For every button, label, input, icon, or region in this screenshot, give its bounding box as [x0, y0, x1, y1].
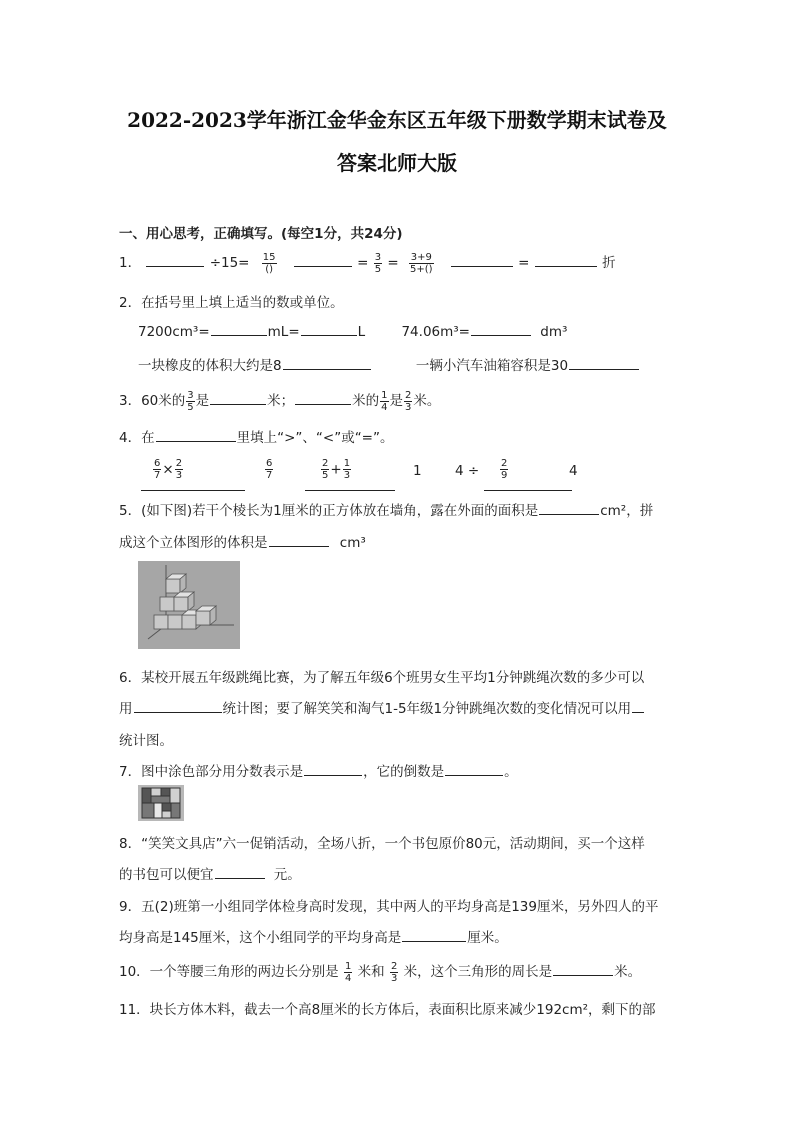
q3-p3: 米； [267, 393, 295, 409]
q7-p2: ，它的倒数是 [363, 764, 445, 780]
q5-blank-1[interactable] [539, 501, 599, 515]
q4-e2a: $\frac{2}{5}$ [322, 458, 329, 481]
q2-blank-1[interactable] [211, 322, 267, 336]
q1-blank-4[interactable] [535, 253, 597, 267]
q5-p3: 成这个立体图形的体积是 [119, 535, 268, 551]
q9-p3: 厘米。 [467, 930, 508, 946]
q2-row-a [138, 322, 567, 340]
q5-blank-2[interactable] [269, 533, 329, 547]
q8-blank-1[interactable] [215, 865, 265, 879]
page-title-line1: 2022-2023学年浙江金华金东区五年级下册数学期末试卷及 [127, 108, 667, 132]
q10-fraction-2: $\frac{2}{3}$ [390, 960, 398, 984]
q1-zhe-text: 折 [602, 255, 616, 271]
question-8-line-1: 8．“笑笑文具店”六一促销活动，全场八折，一个书包原价80元，活动期间，买一个这样 [119, 836, 645, 852]
q3-fraction-3: $\frac{2}{3}$ [405, 389, 412, 413]
q3-blank-1[interactable] [210, 391, 266, 405]
q1-equals-1: = [357, 255, 369, 271]
q5-p1: 5．(如下图)若干个棱长为1厘米的正方体放在墙角，露在外面的面积是 [119, 503, 539, 519]
q5-p4: cm³ [339, 535, 366, 551]
q4-e1b: $\frac{2}{3}$ [175, 458, 183, 481]
q1-number: 1． [119, 255, 142, 271]
q4-e2b: $\frac{1}{3}$ [343, 458, 351, 481]
q4-blank-3[interactable] [484, 490, 572, 491]
q5-p2: cm²，拼 [600, 503, 654, 519]
q2-a2: mL= [267, 324, 300, 340]
q2-d1: 一辆小汽车油箱容积是30 [415, 358, 569, 374]
q2-a1: 7200cm³= [138, 324, 210, 340]
q1-equals-2: = [387, 255, 399, 271]
q1-equals-3: = [518, 255, 530, 271]
q1-fraction-1: $\frac{15}{()}$ [262, 251, 276, 275]
q4-blank-1[interactable] [141, 490, 245, 491]
q10-p2: 米和 [357, 964, 385, 980]
question-5-line-2 [119, 531, 366, 551]
q1-blank-2[interactable] [294, 253, 352, 267]
question-6-line-2 [119, 697, 645, 717]
question-10 [119, 960, 641, 984]
q4-plus: + [330, 461, 342, 478]
q6-p2: 用 [119, 701, 133, 717]
q2-row-b [138, 354, 640, 374]
question-6-line-3: 统计图。 [119, 733, 173, 749]
q1-fraction-3: $\frac{3+9}{5+()}$ [410, 251, 433, 275]
q10-blank-1[interactable] [553, 962, 613, 976]
q7-blank-1[interactable] [304, 762, 362, 776]
question-8-line-2 [119, 863, 301, 883]
q4-p2: 里填上“>”、“<”或“=”。 [236, 430, 394, 446]
question-1 [119, 251, 616, 275]
q2-blank-3[interactable] [471, 322, 531, 336]
q4-times: × [162, 461, 174, 478]
question-9-line-2 [119, 926, 508, 946]
q3-fraction-2: $\frac{1}{4}$ [381, 389, 388, 413]
shaded-grid-image [138, 785, 184, 821]
q4-div: ÷ [467, 463, 480, 479]
q10-p4: 米。 [614, 964, 642, 980]
q4-e3a: 4 [455, 463, 464, 479]
q4-e3b: $\frac{2}{9}$ [501, 458, 508, 481]
q9-blank-1[interactable] [402, 928, 466, 942]
q3-p5: 是 [389, 393, 404, 409]
question-3 [119, 389, 440, 413]
q10-p3: 米，这个三角形的周长是 [403, 964, 553, 980]
question-2: 2．在括号里上填上适当的数或单位。 [119, 295, 344, 311]
q4-e1c: $\frac{6}{7}$ [266, 458, 273, 481]
question-6-line-1: 6．某校开展五年级跳绳比赛，为了解五年级6个班男女生平均1分钟跳绳次数的多少可以 [119, 670, 645, 686]
q4-expr-1 [152, 458, 184, 481]
q10-fraction-1: $\frac{1}{4}$ [344, 960, 352, 984]
q3-p4: 米的 [352, 393, 380, 409]
q4-e2c: 1 [413, 463, 422, 479]
q8-p2: 的书包可以便宜 [119, 867, 214, 883]
q4-expr-3 [455, 463, 479, 479]
q3-blank-2[interactable] [295, 391, 351, 405]
question-9-line-1: 9．五(2)班第一小组同学体检身高时发现，其中两人的平均身高是139厘米，另外四人的平 [119, 899, 659, 915]
q2-blank-5[interactable] [569, 356, 639, 370]
q8-p3: 元。 [273, 867, 301, 883]
question-4 [119, 426, 394, 446]
section-heading: 一、用心思考，正确填写。(每空1分，共24分) [119, 226, 403, 242]
q4-e1a: $\frac{6}{7}$ [154, 458, 161, 481]
cube-stack-image [138, 561, 240, 649]
q4-blank-2[interactable] [305, 490, 395, 491]
q2-c1: 一块橡皮的体积大约是8 [138, 358, 282, 374]
q3-fraction-1: $\frac{3}{5}$ [187, 389, 194, 413]
q7-p3: 。 [504, 764, 518, 780]
q1-div-text: ÷15= [209, 255, 250, 271]
q2-b1: 74.06m³= [401, 324, 470, 340]
q2-b2: dm³ [540, 324, 568, 340]
q10-p1: 10．一个等腰三角形的两边长分别是 [119, 964, 339, 980]
q4-e3c: 4 [569, 463, 578, 479]
q3-p2: 是 [195, 393, 210, 409]
q7-p1: 7．图中涂色部分用分数表示是 [119, 764, 304, 780]
q6-p3: 统计图；要了解笑笑和淘气1-5年级1分钟跳绳次数的变化情况可以用 [222, 701, 632, 717]
q2-a3: L [357, 324, 366, 340]
q1-blank-3[interactable] [451, 253, 513, 267]
q4-blank-title[interactable] [156, 428, 236, 442]
question-7 [119, 760, 518, 780]
q4-p1: 4．在 [119, 430, 155, 446]
q6-blank-1[interactable] [134, 699, 222, 713]
question-5-line-1 [119, 499, 653, 519]
question-11-line-1: 11．块长方体木料，截去一个高8厘米的长方体后，表面积比原来减少192cm²，剩下的部 [119, 1002, 656, 1018]
q1-fraction-2: $\frac{3}{5}$ [374, 251, 382, 275]
q2-blank-2[interactable] [301, 322, 357, 336]
q3-p6: 米。 [413, 393, 441, 409]
q7-blank-2[interactable] [445, 762, 503, 776]
q3-p1: 3．60米的 [119, 393, 186, 409]
page-title-line2: 答案北师大版 [337, 151, 457, 175]
q2-blank-4[interactable] [283, 356, 371, 370]
q6-blank-2[interactable] [632, 699, 644, 713]
q4-expr-2 [320, 458, 352, 481]
q9-p2: 均身高是145厘米，这个小组同学的平均身高是 [119, 930, 402, 946]
q1-blank-1[interactable] [146, 253, 204, 267]
